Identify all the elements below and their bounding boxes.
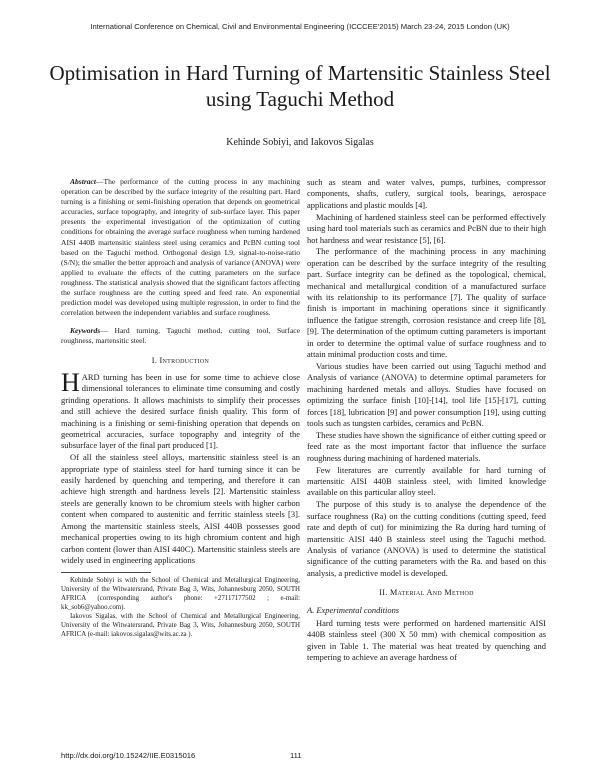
page-number: 111 [290,751,302,760]
keywords-label: Keywords [70,326,101,336]
section-heading-introduction: I. Introduction [151,355,210,365]
section-heading-material-method: II. Material And Method [379,588,474,598]
footnote-author-2: Iakovos Sigalas, with the School of Chemical and Metallurgical Engineering, University of the Witwatersrand, Private Bag 3, Wits, Johannesburg 2050, SOUTH AFRICA (e-mail: iakovos.sigalas@wits.ac.za ). [61,613,300,638]
footnote-rule [61,572,151,573]
abstract-label: Abstract [70,177,96,186]
body-paragraph: such as steam and water valves, pumps, turbines, compressor components, shafts, cutlery, surgical tools, bearings, aerospace applications and plastic moulds [4]. [307,177,546,210]
drop-cap: H [61,367,80,397]
body-paragraph: These studies have shown the significance of either cutting speed or feed rate as the most important factor that influence the surface roughness during machining of hardened materials. [307,429,546,463]
left-column [61,177,300,640]
abstract [61,177,300,318]
body-paragraph: Hard turning tests were performed on hardened martensitic AISI 440B stainless steel (300 X 50 mm) with chemical composition as given in Table 1. The material was heat treated by quenching and tempering to achieve an average hardness of [307,618,546,663]
footnote-author-1: Kehinde Sobiyi is with the School of Chemical and Metallurgical Engineering, University of the Witwatersrand, Private Bag 3, Wits, Johannesburg 2050, SOUTH AFRICA (corresponding author's phone: +27117177502 ; e-mail: kk_sob6@yahoo.com). [61,577,300,611]
body-paragraph: Few literatures are currently available for hard turning of martensitic AISI 440B stainless steel, with limited knowledge available on this particular alloy steel. [307,464,546,498]
doi-link[interactable]: http://dx.doi.org/10.15242/IIE.E0315016 [61,751,196,760]
abstract-text: —The performance of the cutting process in any machining operation can be described by the surface integrity of the resulting part. Hard turning is a finishing or semi-finishing operation that depends on geometrical accuracies, surface topography, and integrity of sub-surface layer. This paper presents the experimental investigation of the optimization of cutting conditions for obtaining the average surface roughness when turning hardened AISI 440B martensitic stainless steel using ceramics and PcBN cutting tool based on the Taguchi method. Orthogonal design L9, signal-to-noise-ratio (S/N); the smaller the better approach and analysis of variance (ANOVA) were applied to evaluate the effects of the cutting parameters on the surface roughness. The statistical analysis showed that the significant factors affecting the surface roughness are the cutting speed and feed rate. An exponential prediction model was developed using multiple regression, in order to find the correlation between the independent variables and surface roughness. [61,177,300,318]
right-column [307,177,546,664]
author-line: Kehinde Sobiyi, and Iakovos Sigalas [226,137,374,148]
body-paragraph: The performance of the machining process in any machining operation can be described by the surface integrity of the resulting part. Surface integrity can be defined as the topological, chemical, mechanical and metallurgical condition of a manufactured surface with its relationship to its performance [7]. The quality of surface finish is important in machining operations since it significantly influence the fatigue strength, corrosion resistance and creep life [8], [9]. The determination of the optimum cutting parameters is important in order to determine the optimal value of surface roughness and to attain minimal production costs and time. [307,246,546,360]
intro-paragraph-2: Of all the stainless steel alloys, martensitic stainless steel is an appropriate type of stainless steel for hard turning since it can be easily hardened by quenching and tempering, and therefore it can achieve high strength and hardness levels [2]. Martensitic stainless steels are generally known to be chromium steels with higher carbon content when compared to austenitic and ferritic stainless steels [3]. Among the martensitic stainless steels, AISI 440B possesses good mechanical properties owing to its high chromium content and high carbon content (lower than AISI 440C). Martensitic stainless steels are widely used in engineering applications [61,452,300,565]
keywords [61,326,300,346]
conference-header: International Conference on Chemical, Civil and Environmental Engineering (ICCCEE'2015) March 23-24, 2015 London (UK) [90,22,510,31]
paper-title: Optimisation in Hard Turning of Martensitic Stainless Steel using Taguchi Method [49,61,551,111]
intro-paragraph-1 [61,367,300,452]
subsection-heading-experimental-conditions: A. Experimental conditions [307,604,400,615]
keywords-text: — Hard turning, Taguchi method, cutting tool, Surface roughness, martensitic steel. [61,326,300,346]
body-paragraph: Machining of hardened stainless steel can be performed effectively using hard tool materials such as ceramics and PcBN due to their high hot hardness and wear resistance [5], [6]. [307,211,546,245]
body-paragraph: The purpose of this study is to analyse the dependence of the surface roughness (Ra) on the cutting conditions (cutting speed, feed rate and depth of cut) for minimizing the Ra during hard turning of martensitic AISI 440 B stainless steel using the Taguchi method. Analysis of variance (ANOVA) is used to determine the statistical significance of the cutting parameters with the Ra. and based on this analysis, a predictive model is developed. [307,499,546,578]
intro-paragraph-1-text: ARD turning has been in use for some time to achieve close dimensional tolerances to eliminate time consuming and costly grinding operations. It allows machinists to simplify their processes and still achieve the desired surface finish quality. This form of machining is a finishing or semi-finishing operation that depends on geometrical accuracies, surface topography and integrity of the subsurface layer of the final part produced [1]. [61,371,300,451]
body-paragraph: Various studies have been carried out using Taguchi method and Analysis of variance (ANOVA) to determine optimal parameters for machining hardened metals and alloys. Studies have focused on optimizing the surface finish [10]-[14], tool life [15]-[17], cutting forces [18], lubrication [9] and power consumption [19], using cutting tools such as tungsten carbides, ceramics and PcBN. [307,361,546,429]
